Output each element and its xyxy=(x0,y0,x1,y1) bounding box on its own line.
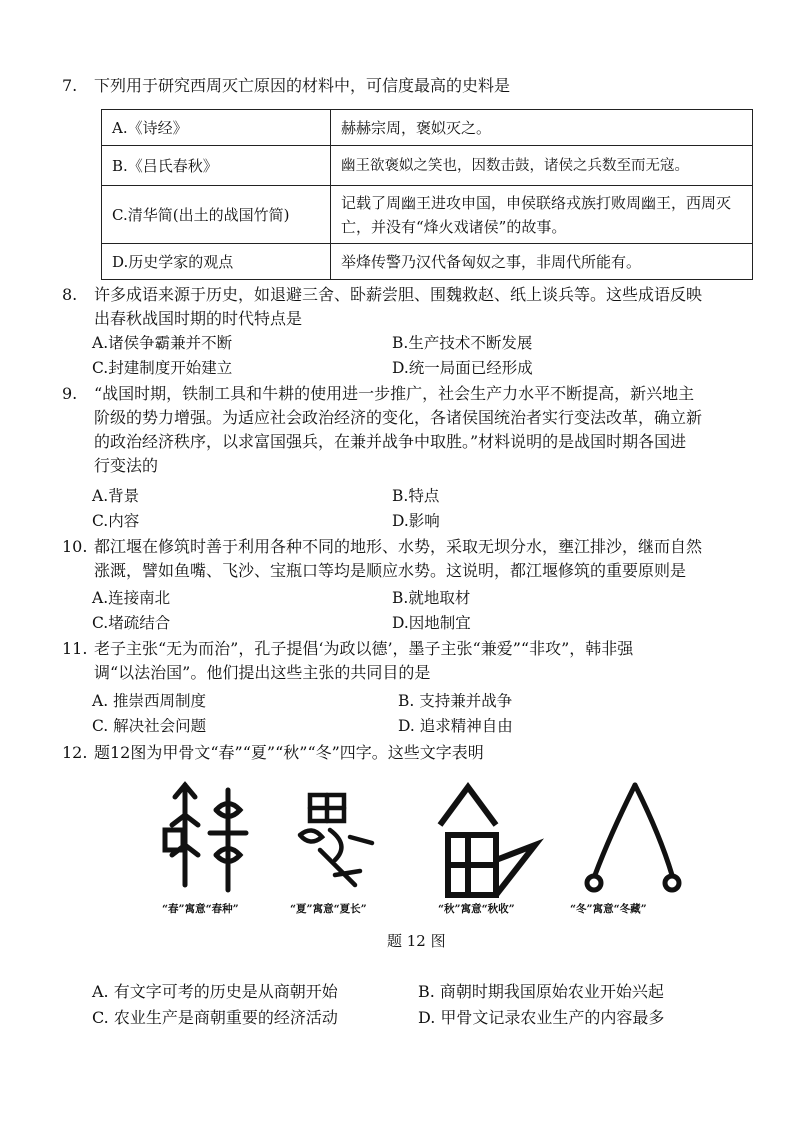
option-b[interactable]: B. 商朝时期我国原始农业开始兴起 xyxy=(418,982,664,1001)
question-stem-line: 行变法的 xyxy=(94,456,159,475)
question-stem-line: 阶级的势力增强。为适应社会政治经济的变化，各诸侯国统治者实行变法改革，确立新 xyxy=(94,408,703,427)
question-number: 12. xyxy=(62,743,88,762)
question-number: 11. xyxy=(62,639,88,658)
summer-glyph-icon xyxy=(300,795,372,885)
question-stem-line: “战国时期，铁制工具和牛耕的使用进一步推广，社会生产力水平不断提高，新兴地主 xyxy=(94,384,695,403)
table-cell-source: B.《吕氏春秋》 xyxy=(102,146,331,186)
option-b[interactable]: B.特点 xyxy=(392,487,440,505)
question-12 xyxy=(62,741,484,765)
option-a[interactable]: A.诸侯争霸兼并不断 xyxy=(92,334,233,352)
option-c[interactable]: C. 农业生产是商朝重要的经济活动 xyxy=(92,1008,338,1027)
question-number: 10. xyxy=(62,537,88,556)
option-d[interactable]: D.统一局面已经形成 xyxy=(392,359,533,377)
glyph-caption-summer: “夏”寓意“夏长” xyxy=(290,903,367,915)
option-b[interactable]: B.就地取材 xyxy=(392,589,471,607)
table-row xyxy=(102,244,753,280)
oracle-bone-figure xyxy=(150,775,690,925)
source-table xyxy=(101,109,753,280)
table-row xyxy=(102,186,753,244)
question-stem-line: 涨溉，譬如鱼嘴、飞沙、宝瓶口等均是顺应水势。这说明，都江堰修筑的重要原则是 xyxy=(94,561,687,580)
option-d[interactable]: D.影响 xyxy=(392,512,440,530)
question-stem: 题12图为甲骨文“春”“夏”“秋”“冬”四字。这些文字表明 xyxy=(94,743,484,762)
option-a[interactable]: A. 有文字可考的历史是从商朝开始 xyxy=(92,982,338,1001)
table-cell-content: 赫赫宗周，褒姒灭之。 xyxy=(331,110,753,146)
winter-glyph-icon xyxy=(587,785,679,890)
spring-glyph-icon xyxy=(165,785,246,890)
question-stem-line: 出春秋战国时期的时代特点是 xyxy=(94,309,303,328)
question-10 xyxy=(62,535,702,583)
table-row xyxy=(102,110,753,146)
option-a[interactable]: A.连接南北 xyxy=(92,589,171,607)
question-stem: 下列用于研究西周灭亡原因的材料中，可信度最高的史料是 xyxy=(94,76,511,95)
glyph-caption-autumn: “秋”寓意“秋收” xyxy=(438,903,515,915)
question-stem-line: 都江堰在修筑时善于利用各种不同的地形、水势，采取无坝分水，壅江排沙，继而自然 xyxy=(94,537,703,556)
question-stem-line: 调“以法治国”。他们提出这些主张的共同目的是 xyxy=(94,663,431,682)
question-number: 7. xyxy=(62,76,78,95)
option-d[interactable]: D. 甲骨文记录农业生产的内容最多 xyxy=(418,1008,665,1027)
question-9 xyxy=(62,382,702,478)
table-cell-source: C.清华简(出土的战国竹简) xyxy=(102,186,331,244)
table-cell-source: A.《诗经》 xyxy=(102,110,331,146)
option-c[interactable]: C.堵疏结合 xyxy=(92,614,171,632)
table-cell-content: 幽王欲褒姒之笑也，因数击鼓，诸侯之兵数至而无寇。 xyxy=(331,146,753,186)
option-b[interactable]: B. 支持兼并战争 xyxy=(398,692,513,710)
question-number: 9. xyxy=(62,384,78,403)
option-c[interactable]: C. 解决社会问题 xyxy=(92,717,207,735)
option-c[interactable]: C.内容 xyxy=(92,512,140,530)
table-cell-content: 记载了周幽王进攻申国，申侯联络戎族打败周幽王，西周灭亡，并没有“烽火戏诸侯”的故事。 xyxy=(331,186,753,244)
option-a[interactable]: A.背景 xyxy=(92,487,140,505)
question-7 xyxy=(62,74,510,98)
figure-title: 题 12 图 xyxy=(387,932,446,950)
option-d[interactable]: D.因地制宜 xyxy=(392,614,471,632)
question-11 xyxy=(62,637,633,685)
glyph-caption-winter: “冬”寓意“冬藏” xyxy=(570,903,647,915)
question-stem-line: 的政治经济秩序，以求富国强兵，在兼并战争中取胜。”材料说明的是战国时期各国进 xyxy=(94,432,687,451)
option-a[interactable]: A. 推崇西周制度 xyxy=(92,692,207,710)
option-b[interactable]: B.生产技术不断发展 xyxy=(392,334,533,352)
question-8 xyxy=(62,283,702,331)
table-cell-content: 举烽传警乃汉代备匈奴之事，非周代所能有。 xyxy=(331,244,753,280)
question-number: 8. xyxy=(62,285,78,304)
table-row xyxy=(102,146,753,186)
autumn-glyph-icon xyxy=(440,787,535,895)
option-c[interactable]: C.封建制度开始建立 xyxy=(92,359,233,377)
question-stem-line: 许多成语来源于历史，如退避三舍、卧薪尝胆、围魏救赵、纸上谈兵等。这些成语反映 xyxy=(94,285,703,304)
option-d[interactable]: D. 追求精神自由 xyxy=(398,717,513,735)
table-cell-source: D.历史学家的观点 xyxy=(102,244,331,280)
question-stem-line: 老子主张“无为而治”，孔子提倡‘为政以德’，墨子主张“兼爱”“非攻”，韩非强 xyxy=(94,639,634,658)
glyph-caption-spring: “春”寓意“春种” xyxy=(162,903,239,915)
